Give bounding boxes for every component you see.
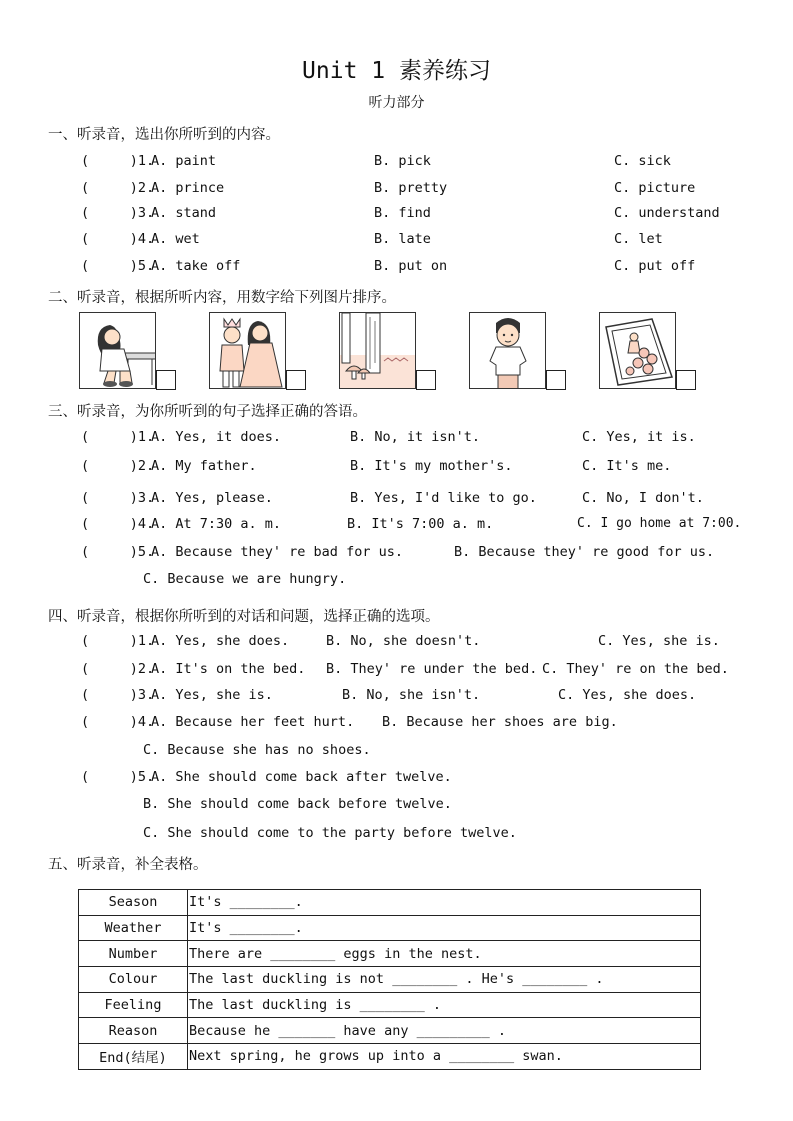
- option-b: B. late: [374, 231, 431, 247]
- option-a: A. Yes, please.: [151, 490, 273, 506]
- option-c: C. understand: [614, 205, 720, 221]
- option-b: B. Yes, I'd like to go.: [350, 490, 537, 506]
- option-c: C. Yes, she is.: [598, 633, 720, 649]
- option-b: B. They' re under the bed.: [326, 661, 538, 677]
- question-number: ( )2.: [81, 180, 155, 196]
- row-text[interactable]: Because he _______ have any _________ .: [188, 1018, 701, 1044]
- row-label: End(结尾): [79, 1044, 188, 1070]
- section-4-heading: 四、听录音，根据你所听到的对话和问题，选择正确的选项。: [48, 609, 440, 625]
- option-a: A. My father.: [151, 458, 257, 474]
- row-text[interactable]: It's ________.: [188, 890, 701, 916]
- answer-box[interactable]: [546, 370, 566, 390]
- option-a: A. Yes, she is.: [151, 687, 273, 703]
- option-b: B. She should come back before twelve.: [143, 796, 452, 812]
- question-number: ( )2.: [81, 458, 155, 474]
- section-3-heading: 三、听录音，为你所听到的句子选择正确的答语。: [48, 404, 367, 420]
- option-c: C. let: [614, 231, 663, 247]
- answer-box[interactable]: [416, 370, 436, 390]
- row-label: Reason: [79, 1018, 188, 1044]
- section-2-heading: 二、听录音，根据所听内容，用数字给下列图片排序。: [48, 290, 396, 306]
- option-b: B. It's my mother's.: [350, 458, 513, 474]
- option-a: A. Because they' re bad for us.: [151, 544, 403, 560]
- answer-box[interactable]: [286, 370, 306, 390]
- option-a: A. take off: [151, 258, 241, 274]
- option-b: B. Because they' re good for us.: [454, 544, 715, 560]
- question-number: ( )1.: [81, 153, 155, 169]
- option-a: A. Because her feet hurt.: [151, 714, 355, 730]
- question-number: ( )3.: [81, 490, 155, 506]
- girl-tying-shoes-icon: [79, 312, 156, 389]
- table-row: [79, 941, 701, 967]
- picture-book-icon: [599, 312, 676, 389]
- option-a: A. Yes, it does.: [151, 429, 282, 445]
- option-a: A. It's on the bed.: [151, 661, 306, 677]
- table-row: [79, 1018, 701, 1044]
- option-c: C. picture: [614, 180, 696, 196]
- table-row: [79, 915, 701, 941]
- page-subtitle: 听力部分: [368, 95, 425, 111]
- section-5-heading: 五、听录音，补全表格。: [48, 857, 208, 873]
- row-text[interactable]: It's ________.: [188, 915, 701, 941]
- option-a: A. prince: [151, 180, 225, 196]
- question-number: ( )5.: [81, 544, 155, 560]
- question-number: ( )3.: [81, 205, 155, 221]
- answer-box[interactable]: [156, 370, 176, 390]
- option-c: C. They' re on the bed.: [542, 661, 729, 677]
- row-label: Colour: [79, 967, 188, 993]
- option-a: A. paint: [151, 153, 217, 169]
- section-1-heading: 一、听录音，选出你所听到的内容。: [48, 127, 280, 143]
- option-b: B. Because her shoes are big.: [382, 714, 618, 730]
- question-number: ( )4.: [81, 714, 155, 730]
- question-number: ( )3.: [81, 687, 155, 703]
- row-label: Feeling: [79, 992, 188, 1018]
- option-b: B. No, she isn't.: [342, 687, 481, 703]
- question-number: ( )5.: [81, 769, 155, 785]
- table-row: [79, 890, 701, 916]
- option-c: C. Because we are hungry.: [143, 571, 347, 587]
- page-title: Unit 1 素养练习: [302, 58, 491, 84]
- option-b: B. No, it isn't.: [350, 429, 481, 445]
- option-b: B. pick: [374, 153, 431, 169]
- question-number: ( )4.: [81, 231, 155, 247]
- question-number: ( )1.: [81, 633, 155, 649]
- prince-and-princess-icon: [209, 312, 286, 389]
- row-text[interactable]: Next spring, he grows up into a ________ swan.: [188, 1044, 701, 1070]
- option-a: A. She should come back after twelve.: [151, 769, 452, 785]
- option-a: A. wet: [151, 231, 200, 247]
- row-text[interactable]: The last duckling is not ________ . He's ________ .: [188, 967, 701, 993]
- option-b: B. No, she doesn't.: [326, 633, 481, 649]
- option-c: C. She should come to the party before twelve.: [143, 825, 517, 841]
- row-label: Weather: [79, 915, 188, 941]
- option-c: C. It's me.: [582, 458, 672, 474]
- option-a: A. Yes, she does.: [151, 633, 290, 649]
- option-c: C. Yes, she does.: [558, 687, 697, 703]
- question-number: ( )2.: [81, 661, 155, 677]
- question-number: ( )4.: [81, 516, 155, 532]
- option-a: A. At 7:30 a. m.: [151, 516, 282, 532]
- option-c: C. Because she has no shoes.: [143, 742, 371, 758]
- option-b: B. It's 7:00 a. m.: [347, 516, 494, 532]
- option-c: C. No, I don't.: [582, 490, 704, 506]
- row-text[interactable]: The last duckling is ________ .: [188, 992, 701, 1018]
- question-number: ( )1.: [81, 429, 155, 445]
- forest-mushrooms-icon: [339, 312, 416, 389]
- table-row: [79, 992, 701, 1018]
- answer-box[interactable]: [676, 370, 696, 390]
- option-c: C. Yes, it is.: [582, 429, 696, 445]
- fill-in-table: [78, 889, 701, 1070]
- option-a: A. stand: [151, 205, 217, 221]
- option-c: C. sick: [614, 153, 671, 169]
- option-b: B. pretty: [374, 180, 448, 196]
- option-c: C. I go home at 7:00.: [577, 516, 742, 531]
- table-row: [79, 1044, 701, 1070]
- row-label: Number: [79, 941, 188, 967]
- question-number: ( )5.: [81, 258, 155, 274]
- row-label: Season: [79, 890, 188, 916]
- table-row: [79, 967, 701, 993]
- boy-standing-icon: [469, 312, 546, 389]
- row-text[interactable]: There are ________ eggs in the nest.: [188, 941, 701, 967]
- option-b: B. find: [374, 205, 431, 221]
- option-c: C. put off: [614, 258, 696, 274]
- option-b: B. put on: [374, 258, 448, 274]
